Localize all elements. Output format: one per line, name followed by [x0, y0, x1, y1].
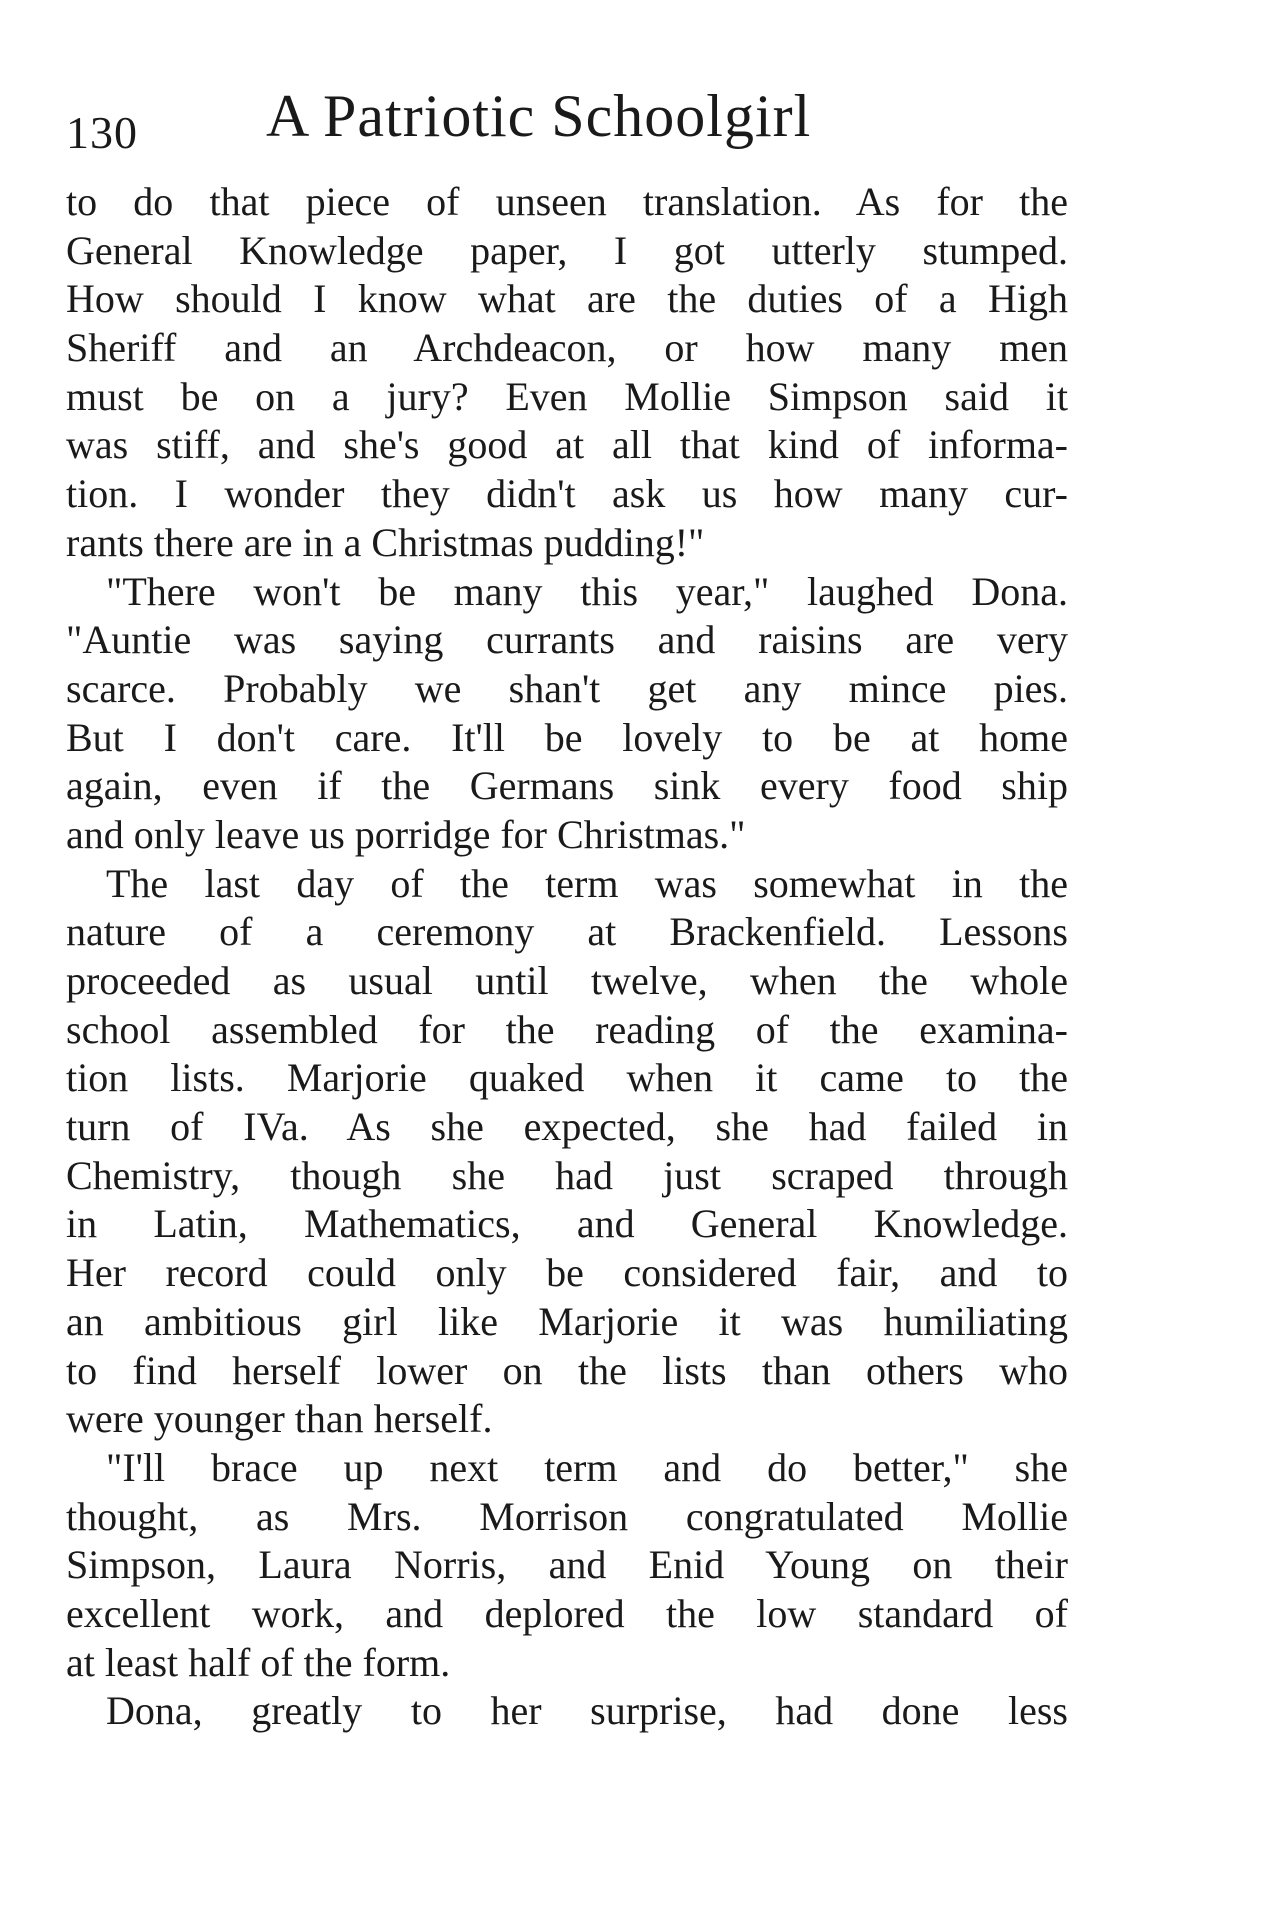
text-line: in Latin, Mathematics, and General Knowledge.	[66, 1201, 1068, 1247]
text-line: proceeded as usual until twelve, when the whole	[66, 958, 1068, 1003]
text-line: turn of IVa. As she expected, she had failed in	[66, 1104, 1068, 1150]
text-line: "There won't be many this year," laughed Dona.	[106, 568, 1068, 614]
text-line: rants there are in a Christmas pudding!"	[66, 519, 705, 565]
text-line: "Auntie was saying currants and raisins are very	[66, 617, 1068, 663]
text-line: nature of a ceremony at Brackenfield. Lessons	[66, 909, 1068, 955]
text-line: The last day of the term was somewhat in the	[106, 860, 1068, 906]
running-title: A Patriotic Schoolgirl	[266, 83, 812, 149]
text-line: to find herself lower on the lists than others who	[66, 1347, 1068, 1393]
text-line: tion lists. Marjorie quaked when it came to the	[66, 1055, 1068, 1101]
text-line: thought, as Mrs. Morrison congratulated Mollie	[66, 1493, 1068, 1539]
text-line: Dona, greatly to her surprise, had done less	[106, 1688, 1068, 1734]
text-line: an ambitious girl like Marjorie it was humiliating	[66, 1298, 1068, 1344]
page-header	[66, 82, 1066, 172]
text-line: Simpson, Laura Norris, and Enid Young on their	[66, 1542, 1068, 1588]
text-line: How should I know what are the duties of a High	[66, 276, 1068, 322]
text-line: scarce. Probably we shan't get any mince pies.	[66, 665, 1068, 711]
text-line: school assembled for the reading of the examina-	[66, 1006, 1068, 1052]
text-line: Sheriff and an Archdeacon, or how many men	[66, 325, 1068, 371]
text-line: But I don't care. It'll be lovely to be at home	[66, 714, 1068, 760]
text-line: excellent work, and deplored the low standard of	[66, 1590, 1068, 1636]
text-line: again, even if the Germans sink every food ship	[66, 763, 1068, 809]
text-line: was stiff, and she's good at all that kind of informa-	[66, 422, 1068, 468]
text-line: to do that piece of unseen translation. As for the	[66, 179, 1068, 224]
text-line: must be on a jury? Even Mollie Simpson said it	[66, 373, 1068, 419]
text-line: "I'll brace up next term and do better," she	[106, 1444, 1068, 1490]
text-line: General Knowledge paper, I got utterly stumped.	[66, 227, 1068, 273]
text-line: Her record could only be considered fair, and to	[66, 1250, 1068, 1296]
text-line: at least half of the form.	[66, 1639, 451, 1685]
text-line: tion. I wonder they didn't ask us how many cur-	[66, 471, 1068, 517]
text-line: and only leave us porridge for Christmas."	[66, 811, 746, 857]
body-text	[66, 178, 1068, 1736]
text-line: were younger than herself.	[66, 1396, 493, 1442]
text-line: Chemistry, though she had just scraped through	[66, 1152, 1068, 1198]
page-number: 130	[66, 107, 138, 158]
